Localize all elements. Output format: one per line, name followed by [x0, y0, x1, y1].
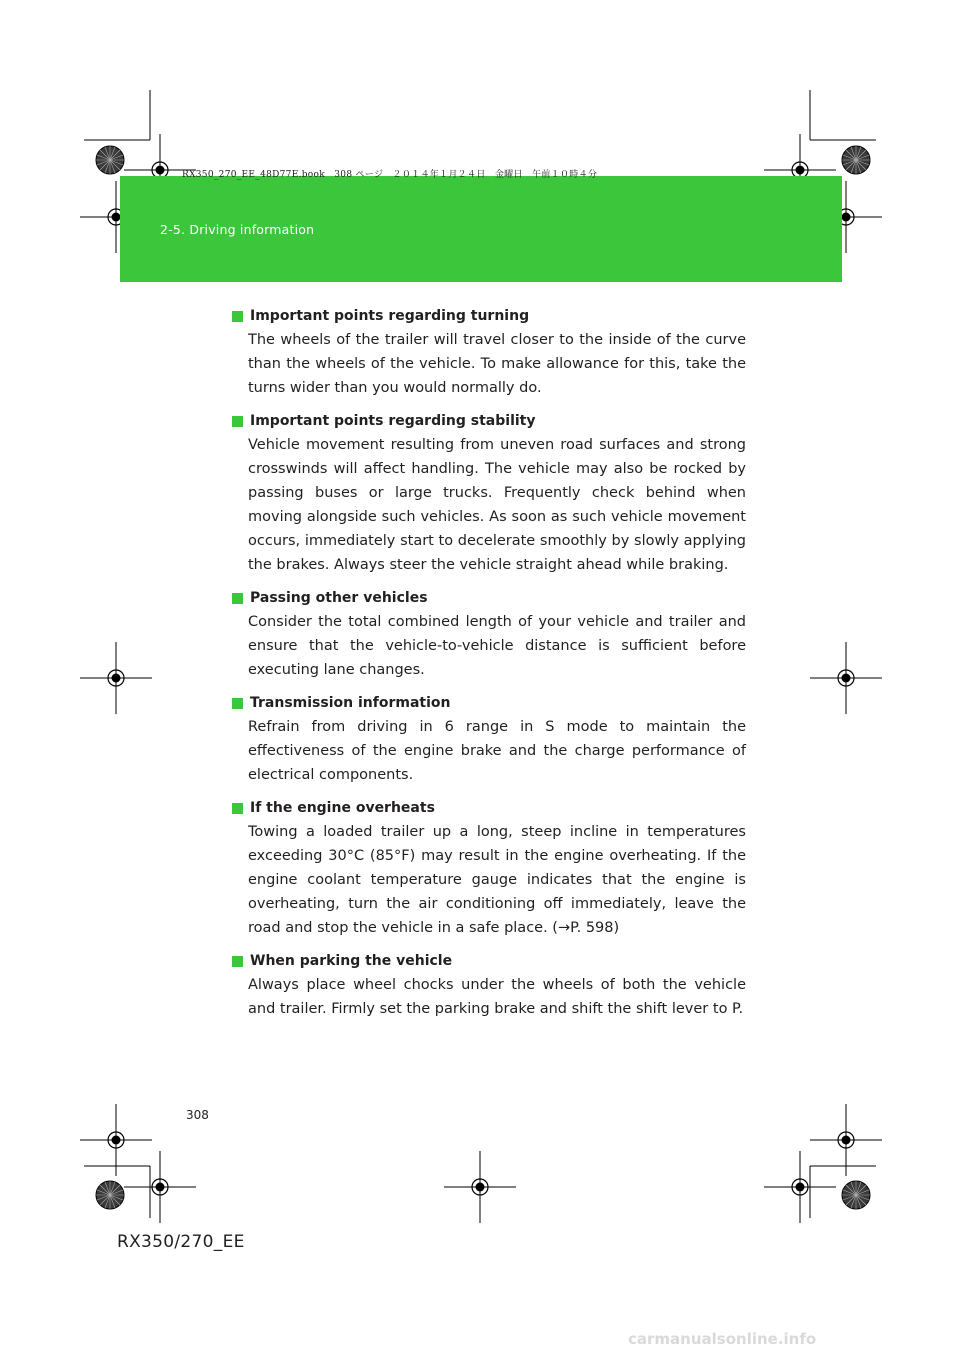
- model-code: RX350/270_EE: [117, 1232, 245, 1252]
- content-item: [232, 409, 746, 577]
- print-stamp: RX350_270_EE_48D77E.book 308 ページ ２０１４年１月２４日 金曜日 午前１０時４分: [182, 170, 598, 180]
- main-content: [232, 304, 746, 1030]
- page-number: 308: [186, 1108, 209, 1122]
- item-body: Always place wheel chocks under the wheels of both the vehicle and trailer. Firmly set the parking brake and shift the shift lever to P.: [248, 977, 746, 1017]
- item-body: Refrain from driving in 6 range in S mode to maintain the effectiveness of the engine brake and the charge performance of electrical components.: [248, 719, 746, 783]
- item-title: Important points regarding turning: [250, 308, 530, 324]
- item-body: Consider the total combined length of your vehicle and trailer and ensure that the vehicle-to-vehicle distance is sufficient before executing lane changes.: [248, 614, 746, 678]
- content-item: [232, 796, 746, 940]
- item-title: If the engine overheats: [250, 800, 435, 816]
- item-title: Important points regarding stability: [250, 413, 536, 429]
- square-bullet-icon: [232, 416, 243, 427]
- content-item: [232, 304, 746, 400]
- item-title: When parking the vehicle: [250, 953, 453, 969]
- item-body: Vehicle movement resulting from uneven road surfaces and strong crosswinds will affect handling. The vehicle may also be rocked by passing buses or large trucks. Frequently check behind when moving alongside such vehicles. As soon as such vehicle movement occurs, immediately start to decelerate smoothly by slowly applying the brakes. Always steer the vehicle straight ahead while braking.: [248, 437, 746, 573]
- square-bullet-icon: [232, 803, 243, 814]
- square-bullet-icon: [232, 956, 243, 967]
- item-body: The wheels of the trailer will travel closer to the inside of the curve than the wheels of the vehicle. To make allowance for this, take the turns wider than you would normally do.: [248, 332, 746, 396]
- section-label: 2-5. Driving information: [160, 222, 315, 237]
- footer-watermark-url: carmanualsonline.info: [628, 1330, 817, 1348]
- square-bullet-icon: [232, 593, 243, 604]
- square-bullet-icon: [232, 311, 243, 322]
- content-item: [232, 949, 746, 1021]
- item-title: Passing other vehicles: [250, 590, 428, 606]
- square-bullet-icon: [232, 698, 243, 709]
- content-item: [232, 691, 746, 787]
- item-body: Towing a loaded trailer up a long, steep incline in temperatures exceeding 30°C (85°F) may result in the engine overheating. If the engine coolant temperature gauge indicates that the engine is overheating, turn the air conditioning off immediately, leave the road and stop the vehicle in a safe place. (→P. 598): [248, 824, 746, 936]
- item-title: Transmission information: [250, 695, 451, 711]
- content-item: [232, 586, 746, 682]
